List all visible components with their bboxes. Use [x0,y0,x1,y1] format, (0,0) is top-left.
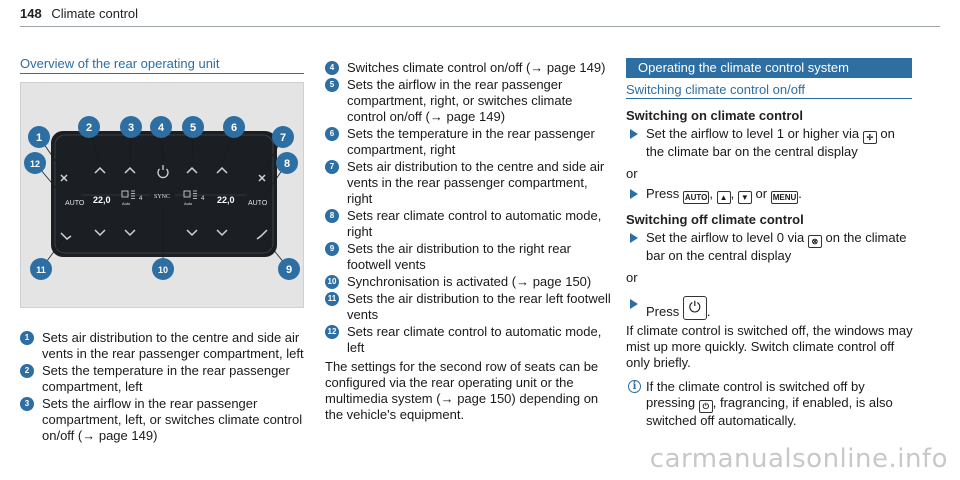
legend-item [325,324,615,356]
step-text: Set the airflow to level 0 via [646,230,805,245]
up-key-icon: ▲ [717,191,731,204]
legend-number: 5 [325,78,339,92]
callout-3-label: 3 [127,122,135,134]
step-arrow-icon [630,189,638,199]
callout-1-label: 1 [35,132,43,144]
legend-item [20,363,304,395]
note-text: , fragrancing, if enabled, is also switched off automatically. [646,395,893,428]
callout-2-label: 2 [85,122,93,134]
subsection-divider [626,98,912,99]
callout-12-label: 12 [29,159,41,169]
fan-left-level: 4 [139,196,143,202]
step-text: on the climate bar on the central display [646,230,907,263]
section-title: Overview of the rear operating unit [20,56,220,71]
legend-text: Switches climate control on/off (→ page 149) [347,60,606,75]
or-separator: or [626,166,638,181]
rear-operating-unit-figure [20,82,304,308]
power-button-icon: ⏻ [683,296,707,320]
rear-panel-illustration [21,83,305,309]
off-explanation: If climate control is switched off, the windows may mist up more quickly. Switch climate control off only briefly. [626,323,913,370]
legend-number: 4 [325,61,339,75]
legend-number: 10 [325,275,339,289]
callout-9-label: 9 [285,264,293,276]
legend-text: Sets the air distribution to the rear left footwell vents [347,291,611,322]
legend-number: 7 [325,160,339,174]
legend-text: Sets the air distribution to the right rear footwell vents [347,241,572,272]
step-arrow-icon [630,299,638,309]
auto-key-icon: AUTO [684,193,708,202]
section-band-title: Operating the climate control system [626,58,912,78]
switch-on-heading: Switching on climate control [626,108,803,123]
fan-icon: ✢ [863,131,877,144]
header-divider [20,26,940,27]
legend-item [325,274,615,290]
menu-key-icon: MENU [772,193,797,202]
legend-number: 6 [325,127,339,141]
auto-left-label: AUTO [65,200,85,207]
or-separator: or [626,270,638,285]
step-text: Press [646,186,680,201]
callout-11-label: 11 [36,265,46,275]
legend-text: Sets air distribution to the centre and side air vents in the rear passenger compartment, right [347,159,605,206]
callout-8-label: 8 [283,158,291,170]
step-item [626,126,916,160]
legend-item [325,291,615,323]
legend-number: 3 [20,397,34,411]
callout-5-label: 5 [189,122,197,134]
step-text: Set the airflow to level 1 or higher via [646,126,860,141]
section-divider [20,73,304,74]
legend-number: 12 [325,325,339,339]
callout-10-label: 10 [157,265,169,275]
legend-text: Synchronisation is activated (→ page 150) [347,274,592,289]
fan-left-auto-label: Auto [122,201,131,206]
legend-item [325,241,615,273]
comma: , [730,186,735,201]
legend-text: Sets rear climate control to automatic mode, right [347,208,602,239]
legend-text: Sets the temperature in the rear passenger compartment, left [42,363,290,394]
step-text: Press [646,304,680,319]
legend-item [325,60,615,76]
legend-text: Sets the airflow in the rear passenger compartment, right, or switches climate control on/off (→ page 149) [347,77,573,124]
legend-list-middle [325,60,615,423]
temp-left-label: 22,0 [93,195,111,205]
sync-label: SYNC [154,194,171,200]
body-paragraph: The settings for the second row of seats can be configured via the rear operating unit or the multimedia system (→ page 150) depending on the vehicle's equipment. [325,359,599,422]
step-arrow-icon [630,233,638,243]
note-text: If the climate control is switched off by pressing [646,379,865,410]
page-number: 148 [20,6,42,21]
temp-right-label: 22,0 [217,195,235,205]
step-text: on the climate bar on the central display [646,126,895,159]
legend-number: 11 [325,292,339,306]
page-header [20,6,138,21]
fan-right-level: 4 [201,196,205,202]
callout-7-label: 7 [279,132,287,144]
legend-item [325,126,615,158]
info-icon: i [628,380,641,393]
instructions [626,106,916,429]
down-key-icon: ▼ [738,191,752,204]
legend-number: 8 [325,209,339,223]
step-item: Press ⏻ . [626,296,916,320]
power-key-icon: ⏻ [699,400,713,413]
legend-text: Sets rear climate control to automatic mode, left [347,324,602,355]
chapter-title: Climate control [51,6,139,21]
legend-text: Sets air distribution to the centre and side air vents in the rear passenger compartment, left [42,330,304,361]
legend-number: 1 [20,331,34,345]
comma: , [709,186,714,201]
callout-6-label: 6 [230,122,238,134]
legend-item [325,208,615,240]
legend-item [325,159,615,207]
subsection-title: Switching climate control on/off [626,82,805,97]
fan-off-icon: ⊗ [808,235,822,248]
legend-text: Sets the airflow in the rear passenger compartment, left, or switches climate control on/off (→ page 149) [42,396,303,443]
switch-off-heading: Switching off climate control [626,212,804,227]
auto-right-label: AUTO [248,200,268,207]
step-item: Press AUTO , ▲ , ▼ or MENU . [626,186,916,204]
legend-item [20,330,304,362]
legend-list-left [20,330,304,445]
legend-item [20,396,304,444]
or-word: or [755,186,768,201]
step-item [626,230,916,264]
fan-right-auto-label: Auto [184,201,193,206]
step-arrow-icon [630,129,638,139]
legend-text: Sets the temperature in the rear passenger compartment, right [347,126,595,157]
legend-number: 9 [325,242,339,256]
legend-number: 2 [20,364,34,378]
watermark: carmanualsonline.info [649,444,948,474]
legend-item [325,77,615,125]
info-note [626,379,916,429]
callout-4-label: 4 [157,122,165,134]
